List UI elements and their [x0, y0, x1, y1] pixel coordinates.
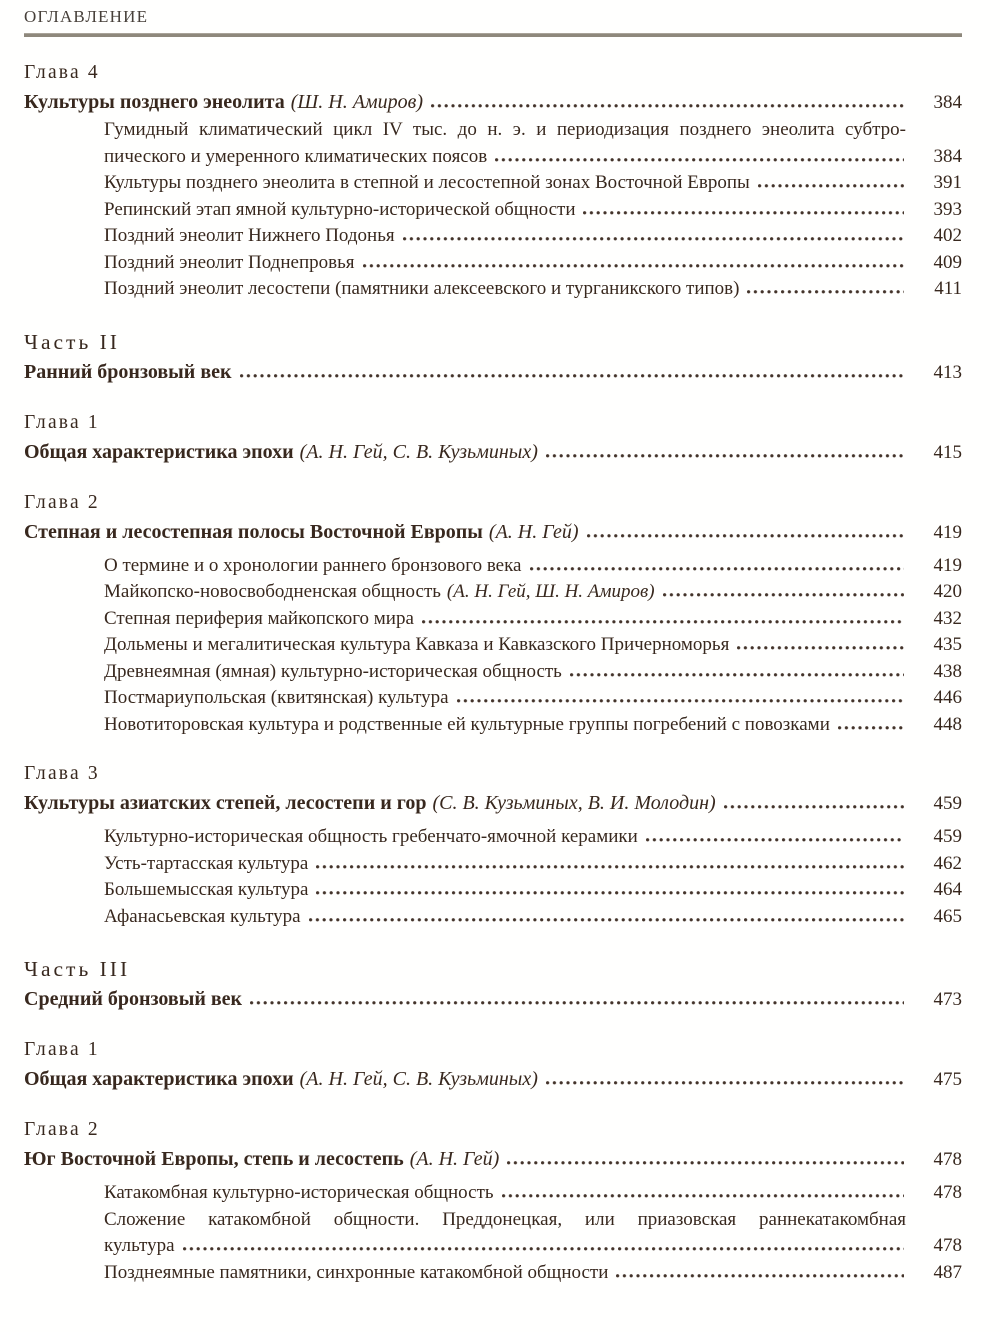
toc-entry — [24, 1260, 962, 1287]
toc-entry — [24, 1065, 962, 1094]
toc-entry — [24, 712, 962, 739]
entry-title: Гумидный климатический цикл IV тыс. до н. э. и периодизация позднего энеолита субтро- — [104, 119, 906, 140]
dot-leader — [758, 184, 904, 188]
toc-entry — [24, 276, 962, 303]
chapter-label — [24, 489, 962, 516]
toc-entry — [24, 659, 962, 686]
dot-leader — [724, 805, 904, 809]
entry-title: Сложение катакомбной общности. Преддонецкая, или приазовская раннекатакомбная — [104, 1208, 906, 1230]
entry-authors: (А. Н. Гей) — [409, 1148, 500, 1170]
chapter-label — [24, 1116, 962, 1143]
page-number: 384 — [933, 145, 962, 167]
entry-title: Катакомбная культурно-историческая общность — [104, 1182, 494, 1203]
label-text: Глава 2 — [24, 1119, 100, 1140]
entry-title: Культуры позднего энеолита — [24, 91, 285, 113]
page-heading: ОГЛАВЛЕНИЕ — [24, 7, 149, 26]
dot-leader — [316, 865, 904, 869]
page-number: 459 — [933, 826, 962, 847]
toc-entry — [24, 438, 962, 467]
toc-entry — [24, 553, 962, 580]
entry-authors: (А. Н. Гей, С. В. Кузьминых) — [299, 1068, 538, 1090]
part-label — [24, 956, 962, 983]
dot-leader — [546, 1081, 904, 1085]
page-number: 419 — [933, 554, 962, 576]
dot-leader — [587, 534, 904, 538]
dot-leader — [737, 646, 904, 650]
toc-entry — [24, 170, 962, 197]
toc-entry — [24, 1180, 962, 1207]
chapter-label — [24, 409, 962, 436]
toc-entry — [24, 904, 962, 931]
dot-leader — [457, 699, 904, 703]
toc-entry — [24, 985, 962, 1014]
dot-leader — [747, 290, 904, 294]
entry-title: Усть-тартасская культура — [104, 852, 309, 874]
dot-leader — [530, 567, 905, 571]
dot-leader — [309, 918, 904, 922]
page-number: 478 — [933, 1149, 962, 1170]
toc-entry — [24, 518, 962, 547]
page-number: 487 — [933, 1261, 962, 1283]
page-number: 465 — [933, 905, 962, 927]
entry-title: Новотиторовская культура и родственные ей культурные группы погребений с повозками — [104, 713, 830, 735]
page-number: 415 — [933, 441, 962, 463]
entry-title: Дольмены и мегалитическая культура Кавказа и Кавказского Причерноморья — [104, 634, 730, 655]
entry-authors: (А. Н. Гей, С. В. Кузьминых) — [299, 440, 538, 463]
entry-title: Майкопско-новосвободненская общность — [104, 581, 441, 602]
header-rule — [24, 33, 962, 37]
entry-authors: (С. В. Кузьминых, В. И. Молодин) — [432, 792, 716, 814]
chapter-label — [24, 1036, 962, 1063]
dot-leader — [616, 1274, 904, 1278]
entry-title: Поздний энеолит лесостепи (памятники алексеевского и турганикского типов) — [104, 278, 740, 299]
entry-title: О термине и о хронологии раннего бронзового века — [104, 554, 522, 576]
dot-leader — [546, 454, 904, 458]
dot-leader — [403, 237, 904, 241]
toc-entry — [24, 88, 962, 117]
page-number: 402 — [933, 225, 962, 246]
page-number: 435 — [933, 634, 962, 655]
page-number: 384 — [933, 92, 962, 113]
toc-entry-wrapped-first-line — [24, 117, 962, 144]
page-number: 438 — [933, 660, 962, 682]
part-label — [24, 329, 962, 356]
entry-title: культура — [104, 1235, 175, 1256]
toc-entry — [24, 144, 962, 171]
chapter-label — [24, 760, 962, 787]
toc-entry — [24, 789, 962, 818]
entry-title: Афанасьевская культура — [104, 905, 301, 927]
toc-entry — [24, 824, 962, 851]
label-text: Глава 4 — [24, 62, 100, 83]
entry-title: Позднеямные памятники, синхронные катакомбной общности — [104, 1261, 609, 1283]
page-number: 464 — [933, 879, 962, 900]
entry-title: Большемысская культура — [104, 879, 309, 900]
entry-title: Юг Восточной Европы, степь и лесостепь — [24, 1148, 404, 1170]
toc-entry — [24, 606, 962, 633]
toc-list — [24, 59, 962, 1286]
entry-title: пического и умеренного климатических поясов — [104, 145, 488, 167]
dot-leader — [240, 374, 904, 378]
toc-entry — [24, 632, 962, 659]
page-number: 391 — [933, 172, 962, 193]
page-number: 448 — [933, 713, 962, 735]
entry-title: Культуры азиатских степей, лесостепи и гор — [24, 792, 427, 814]
page-number: 432 — [933, 607, 962, 629]
dot-leader — [363, 264, 905, 268]
dot-leader — [183, 1247, 904, 1251]
page-number: 409 — [933, 251, 962, 273]
page-number: 478 — [933, 1235, 962, 1256]
label-text: Часть III — [24, 957, 131, 981]
toc-entry — [24, 1233, 962, 1260]
entry-title: Степная периферия майкопского мира — [104, 607, 414, 629]
entry-authors: (А. Н. Гей) — [488, 520, 579, 543]
label-text: Глава 2 — [24, 491, 100, 513]
entry-title: Степная и лесостепная полосы Восточной Европы — [24, 520, 483, 543]
entry-title: Общая характеристика эпохи — [24, 1068, 294, 1090]
label-text: Глава 1 — [24, 1039, 100, 1060]
toc-entry — [24, 250, 962, 277]
label-text: Часть II — [24, 329, 120, 354]
entry-title: Поздний энеолит Нижнего Подонья — [104, 225, 395, 246]
label-text: Глава 1 — [24, 411, 100, 433]
entry-title: Древнеямная (ямная) культурно-историческая общность — [104, 660, 562, 682]
entry-title: Поздний энеолит Поднепровья — [104, 251, 355, 273]
page-number: 462 — [933, 852, 962, 874]
toc-entry — [24, 223, 962, 250]
page-number: 459 — [933, 793, 962, 814]
dot-leader — [431, 104, 904, 108]
dot-leader — [250, 1001, 904, 1005]
page-number: 420 — [933, 581, 962, 602]
dot-leader — [422, 620, 904, 624]
dot-leader — [502, 1194, 904, 1198]
page-number: 393 — [933, 198, 962, 220]
page-number: 411 — [934, 278, 962, 299]
toc-entry — [24, 877, 962, 904]
toc-entry — [24, 685, 962, 712]
dot-leader — [838, 726, 904, 730]
entry-title: Средний бронзовый век — [24, 988, 243, 1010]
toc-entry — [24, 1145, 962, 1174]
entry-title: Репинский этап ямной культурно-исторической общности — [104, 198, 576, 220]
entry-title: Общая характеристика эпохи — [24, 440, 294, 463]
dot-leader — [507, 1161, 904, 1165]
page-number: 446 — [933, 687, 962, 708]
page-number: 478 — [933, 1182, 962, 1203]
toc-entry-wrapped-first-line — [24, 1207, 962, 1234]
entry-title: Культуры позднего энеолита в степной и лесостепной зонах Восточной Европы — [104, 172, 750, 193]
dot-leader — [495, 158, 904, 162]
entry-title: Культурно-историческая общность гребенчато-ямочной керамики — [104, 826, 638, 847]
entry-title: Ранний бронзовый век — [24, 360, 232, 383]
dot-leader — [583, 211, 904, 215]
page-number: 475 — [933, 1069, 962, 1090]
page-number: 419 — [933, 521, 962, 543]
toc-entry — [24, 851, 962, 878]
toc-entry — [24, 579, 962, 606]
dot-leader — [570, 673, 904, 677]
entry-title: Постмариупольская (квитянская) культура — [104, 687, 449, 708]
page-number: 473 — [933, 989, 962, 1010]
toc-entry — [24, 358, 962, 387]
page-number: 413 — [933, 361, 962, 383]
chapter-label — [24, 59, 962, 86]
dot-leader — [663, 593, 904, 597]
toc-entry — [24, 197, 962, 224]
label-text: Глава 3 — [24, 763, 100, 784]
dot-leader — [316, 891, 904, 895]
dot-leader — [646, 838, 904, 842]
entry-authors: (Ш. Н. Амиров) — [290, 91, 424, 113]
entry-authors: (А. Н. Гей, Ш. Н. Амиров) — [446, 581, 655, 602]
